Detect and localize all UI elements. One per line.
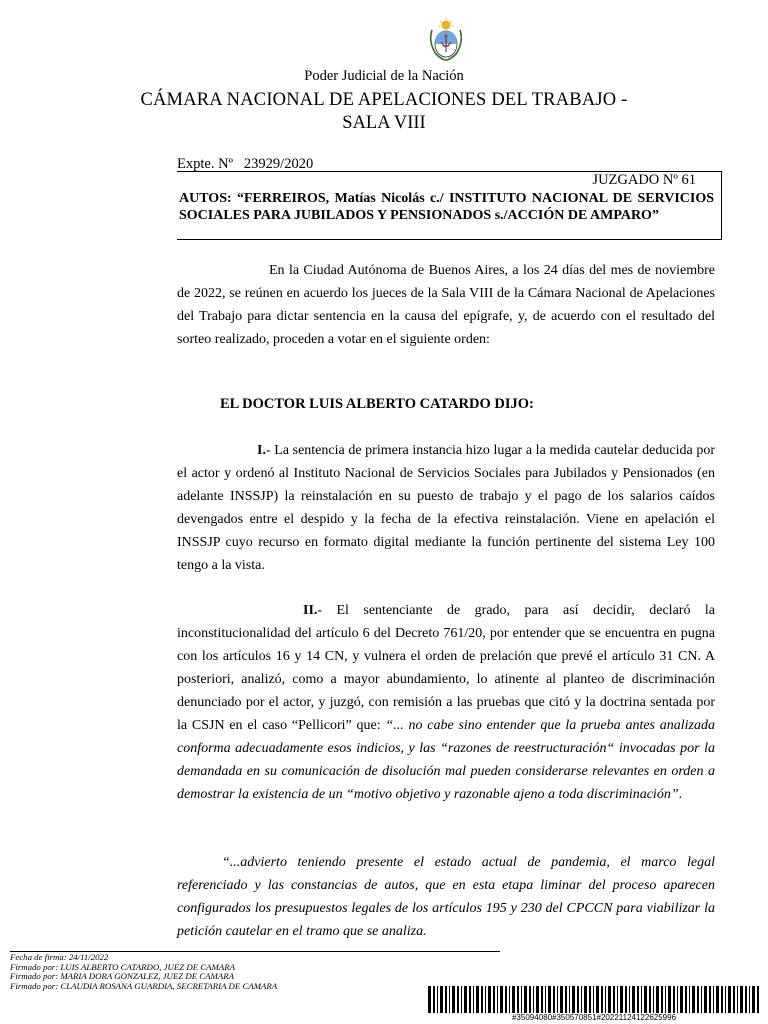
signature-line-3: Firmado por: CLAUDIA ROSANA GUARDIA, SECRETARIA DE CAMARA (10, 980, 278, 991)
case-number: Expte. Nº 23929/2020 (177, 156, 314, 172)
signature-date: Fecha de firma: 24/11/2022 (10, 952, 109, 962)
section-two-number: II. (303, 603, 318, 618)
judge-heading: EL DOCTOR LUIS ALBERTO CATARDO DIJO: (220, 396, 534, 412)
signature-line-1: Firmado por: LUIS ALBERTO CATARDO, JUEZ DE CAMARA (10, 961, 235, 972)
section-two (177, 599, 715, 806)
section-two-quote: “... no cabe sino entender que la prueba antes analizada conforma adecuadamente esos indicios, y las “razones de reestructuración“ invocadas por la demandada en su comunicación de disolución mal pueden considerarse relevantes en orden a demostrar la existencia de un “motivo objetivo y razonable ajeno a toda discriminación” (177, 718, 715, 802)
case-caption-box (177, 171, 722, 240)
section-two-end: . (678, 787, 683, 802)
barcode-icon (428, 986, 760, 1013)
section-three (177, 851, 715, 943)
section-two-text: - El sentenciante de grado, para así decidir, declaró la inconstitucionalidad del artículo 6 del Decreto 761/20, por entender que se encuentra en pugna con los artículos 16 y 14 CN, y vulnera el orden de prelación que prevé el artículo 31 CN. A posteriori, analizó, como a mayor abundamiento, lo atinente al planteo de discriminación denunciado por el actor, y juzgó, con remisión a las pruebas que citó y la doctrina sentada por la CSJN en el caso “Pellicori” que: (177, 603, 715, 733)
signature-block (10, 953, 277, 991)
section-one (177, 439, 715, 577)
signature-line-2: Firmado por: MARIA DORA GONZALEZ, JUEZ DE CAMARA (10, 971, 234, 981)
court-name: Poder Judicial de la Nación (304, 68, 464, 84)
court-office: JUZGADO Nº 61 (592, 172, 696, 188)
chamber-title: CÁMARA NACIONAL DE APELACIONES DEL TRABAJO - (140, 90, 628, 110)
section-one-number: I. (257, 443, 266, 458)
section-three-quote: “...advierto teniendo presente el estado actual de pandemia, el marco legal referenciado y las constancias de autos, que en esta etapa liminar del proceso aparecen configurados los presupuestos legales de los artículos 195 y 230 del CPCCN para viabilizar la petición cautelar en el tramo que se analiza. (177, 855, 715, 939)
barcode-number: #35094080#350570851#20221124122625996 (511, 1013, 677, 1022)
sala-title: SALA VIII (342, 113, 426, 133)
section-one-text: - La sentencia de primera instancia hizo lugar a la medida cautelar deducida por el actor y ordenó al Instituto Nacional de Servicios Sociales para Jubilados y Pensionados (en adelante INSSJP) la reinstalación en su puesto de trabajo y el pago de los salarios caídos devengados entre el despido y la fecha de la efectiva reinstalación. Viene en apelación el INSSJP cuyo recurso en formato digital mediante la función pertinente del sistema Ley 100 tengo a la vista. (177, 443, 715, 573)
case-caption: AUTOS: “FERREIROS, Matías Nicolás c./ INSTITUTO NACIONAL DE SERVICIOS SOCIALES PARA JUBILADOS Y PENSIONADOS s./ACCIÓN DE AMPARO” (179, 191, 714, 223)
intro-text: En la Ciudad Autónoma de Buenos Aires, a los 24 días del mes de noviembre de 2022, se reúnen en acuerdo los jueces de la Sala VIII de la Cámara Nacional de Apelaciones del Trabajo para dictar sentencia en la causa del epígrafe, y, de acuerdo con el resultado del sorteo realizado, proceden a votar en el siguiente orden: (177, 263, 715, 347)
intro-paragraph (177, 259, 715, 351)
coat-of-arms-icon (426, 18, 466, 62)
